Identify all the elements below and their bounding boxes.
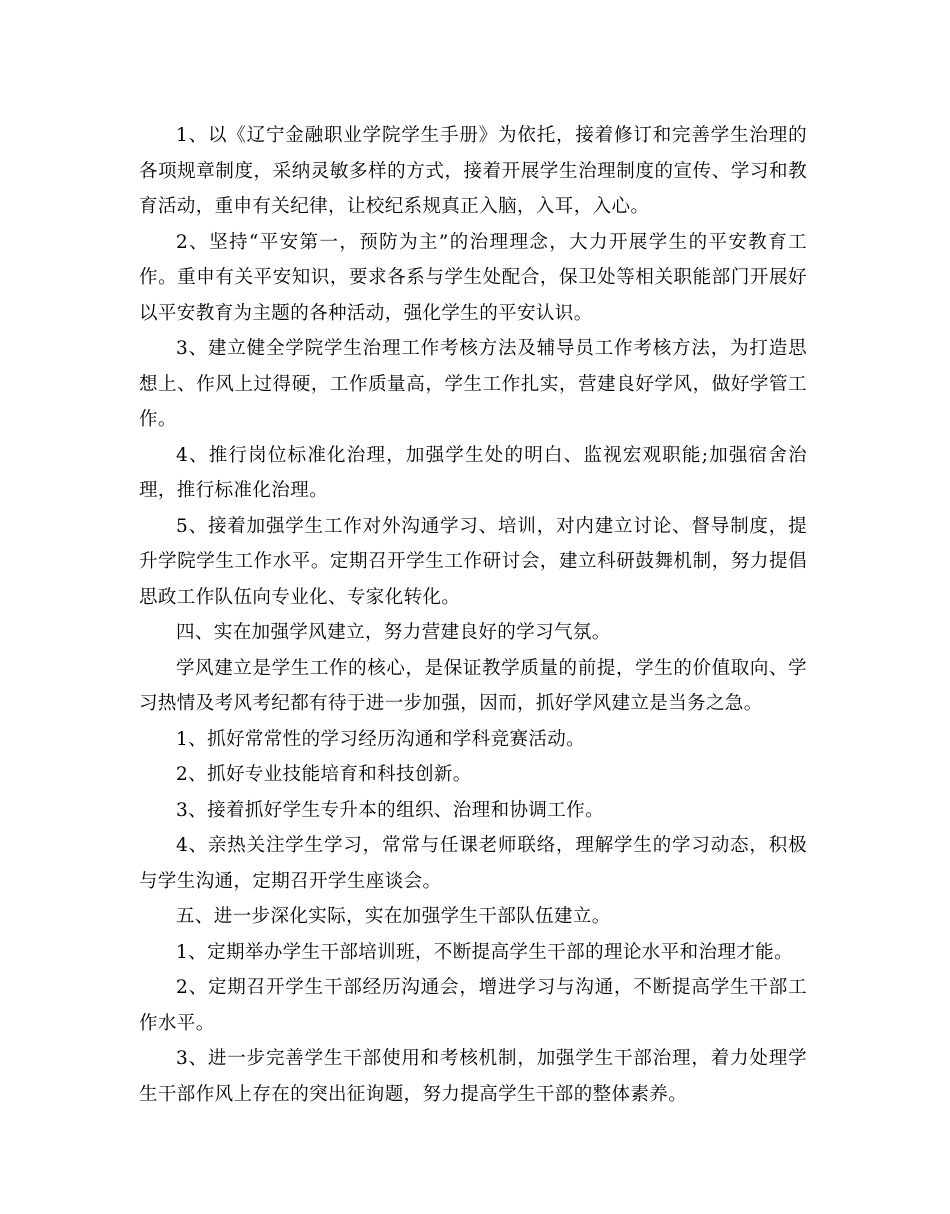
- paragraph-11: 1、定期举办学生干部培训班，不断提高学生干部的理论水平和治理才能。: [176, 941, 793, 963]
- paragraph-7: 1、抓好常常性的学习经历沟通和学科竞赛活动。: [176, 728, 586, 750]
- paragraph-2: 2、坚持“平安第一，预防为主”的治理理念，大力开展学生的平安教育工作。重申有关平安知识，要求各系与学生处配合，保卫处等相关职能部门开展好以平安教育为主题的各种活动，强化学生的平安认识。: [139, 231, 807, 324]
- paragraph-9: 3、接着抓好学生专升本的组织、治理和协调工作。: [176, 799, 604, 821]
- paragraph-3: 3、建立健全学院学生治理工作考核方法及辅导员工作考核方法，为打造思想上、作风上过得硬，工作质量高，学生工作扎实，营建良好学风，做好学管工作。: [139, 338, 807, 430]
- paragraph-12: 2、定期召开学生干部经历沟通会，增进学习与沟通，不断提高学生干部工作水平。: [139, 977, 807, 1034]
- section-heading-5: 五、进一步深化实际，实在加强学生干部队伍建立。: [176, 906, 611, 927]
- section-heading-4: 四、实在加强学风建立，努力营建良好的学习气氛。: [176, 622, 611, 643]
- document-body: [139, 118, 807, 1112]
- paragraph-6: 学风建立是学生工作的核心，是保证教学质量的前提，学生的价值取向、学习热情及考风考纪都有待于进一步加强，因而，抓好学风建立是当务之急。: [139, 657, 807, 714]
- paragraph-13: 3、进一步完善学生干部使用和考核机制，加强学生干部治理，着力处理学生干部作风上存在的突出征询题，努力提高学生干部的整体素养。: [139, 1048, 807, 1105]
- paragraph-5: 5、接着加强学生工作对外沟通学习、培训，对内建立讨论、督导制度，提升学院学生工作水平。定期召开学生工作研讨会，建立科研鼓舞机制，努力提倡思政工作队伍向专业化、专家化转化。: [139, 515, 807, 608]
- paragraph-1: 1、以《辽宁金融职业学院学生手册》为依托，接着修订和完善学生治理的各项规章制度，采纳灵敏多样的方式，接着开展学生治理制度的宣传、学习和教育活动，重申有关纪律，让校纪系规真正入脑，入耳，入心。: [139, 125, 807, 217]
- paragraph-4: 4、推行岗位标准化治理，加强学生处的明白、监视宏观职能;加强宿舍治理，推行标准化治理。: [139, 444, 807, 501]
- paragraph-10: 4、亲热关注学生学习，常常与任课老师联络，理解学生的学习动态，积极与学生沟通，定期召开学生座谈会。: [139, 835, 807, 892]
- paragraph-8: 2、抓好专业技能培育和科技创新。: [176, 764, 472, 785]
